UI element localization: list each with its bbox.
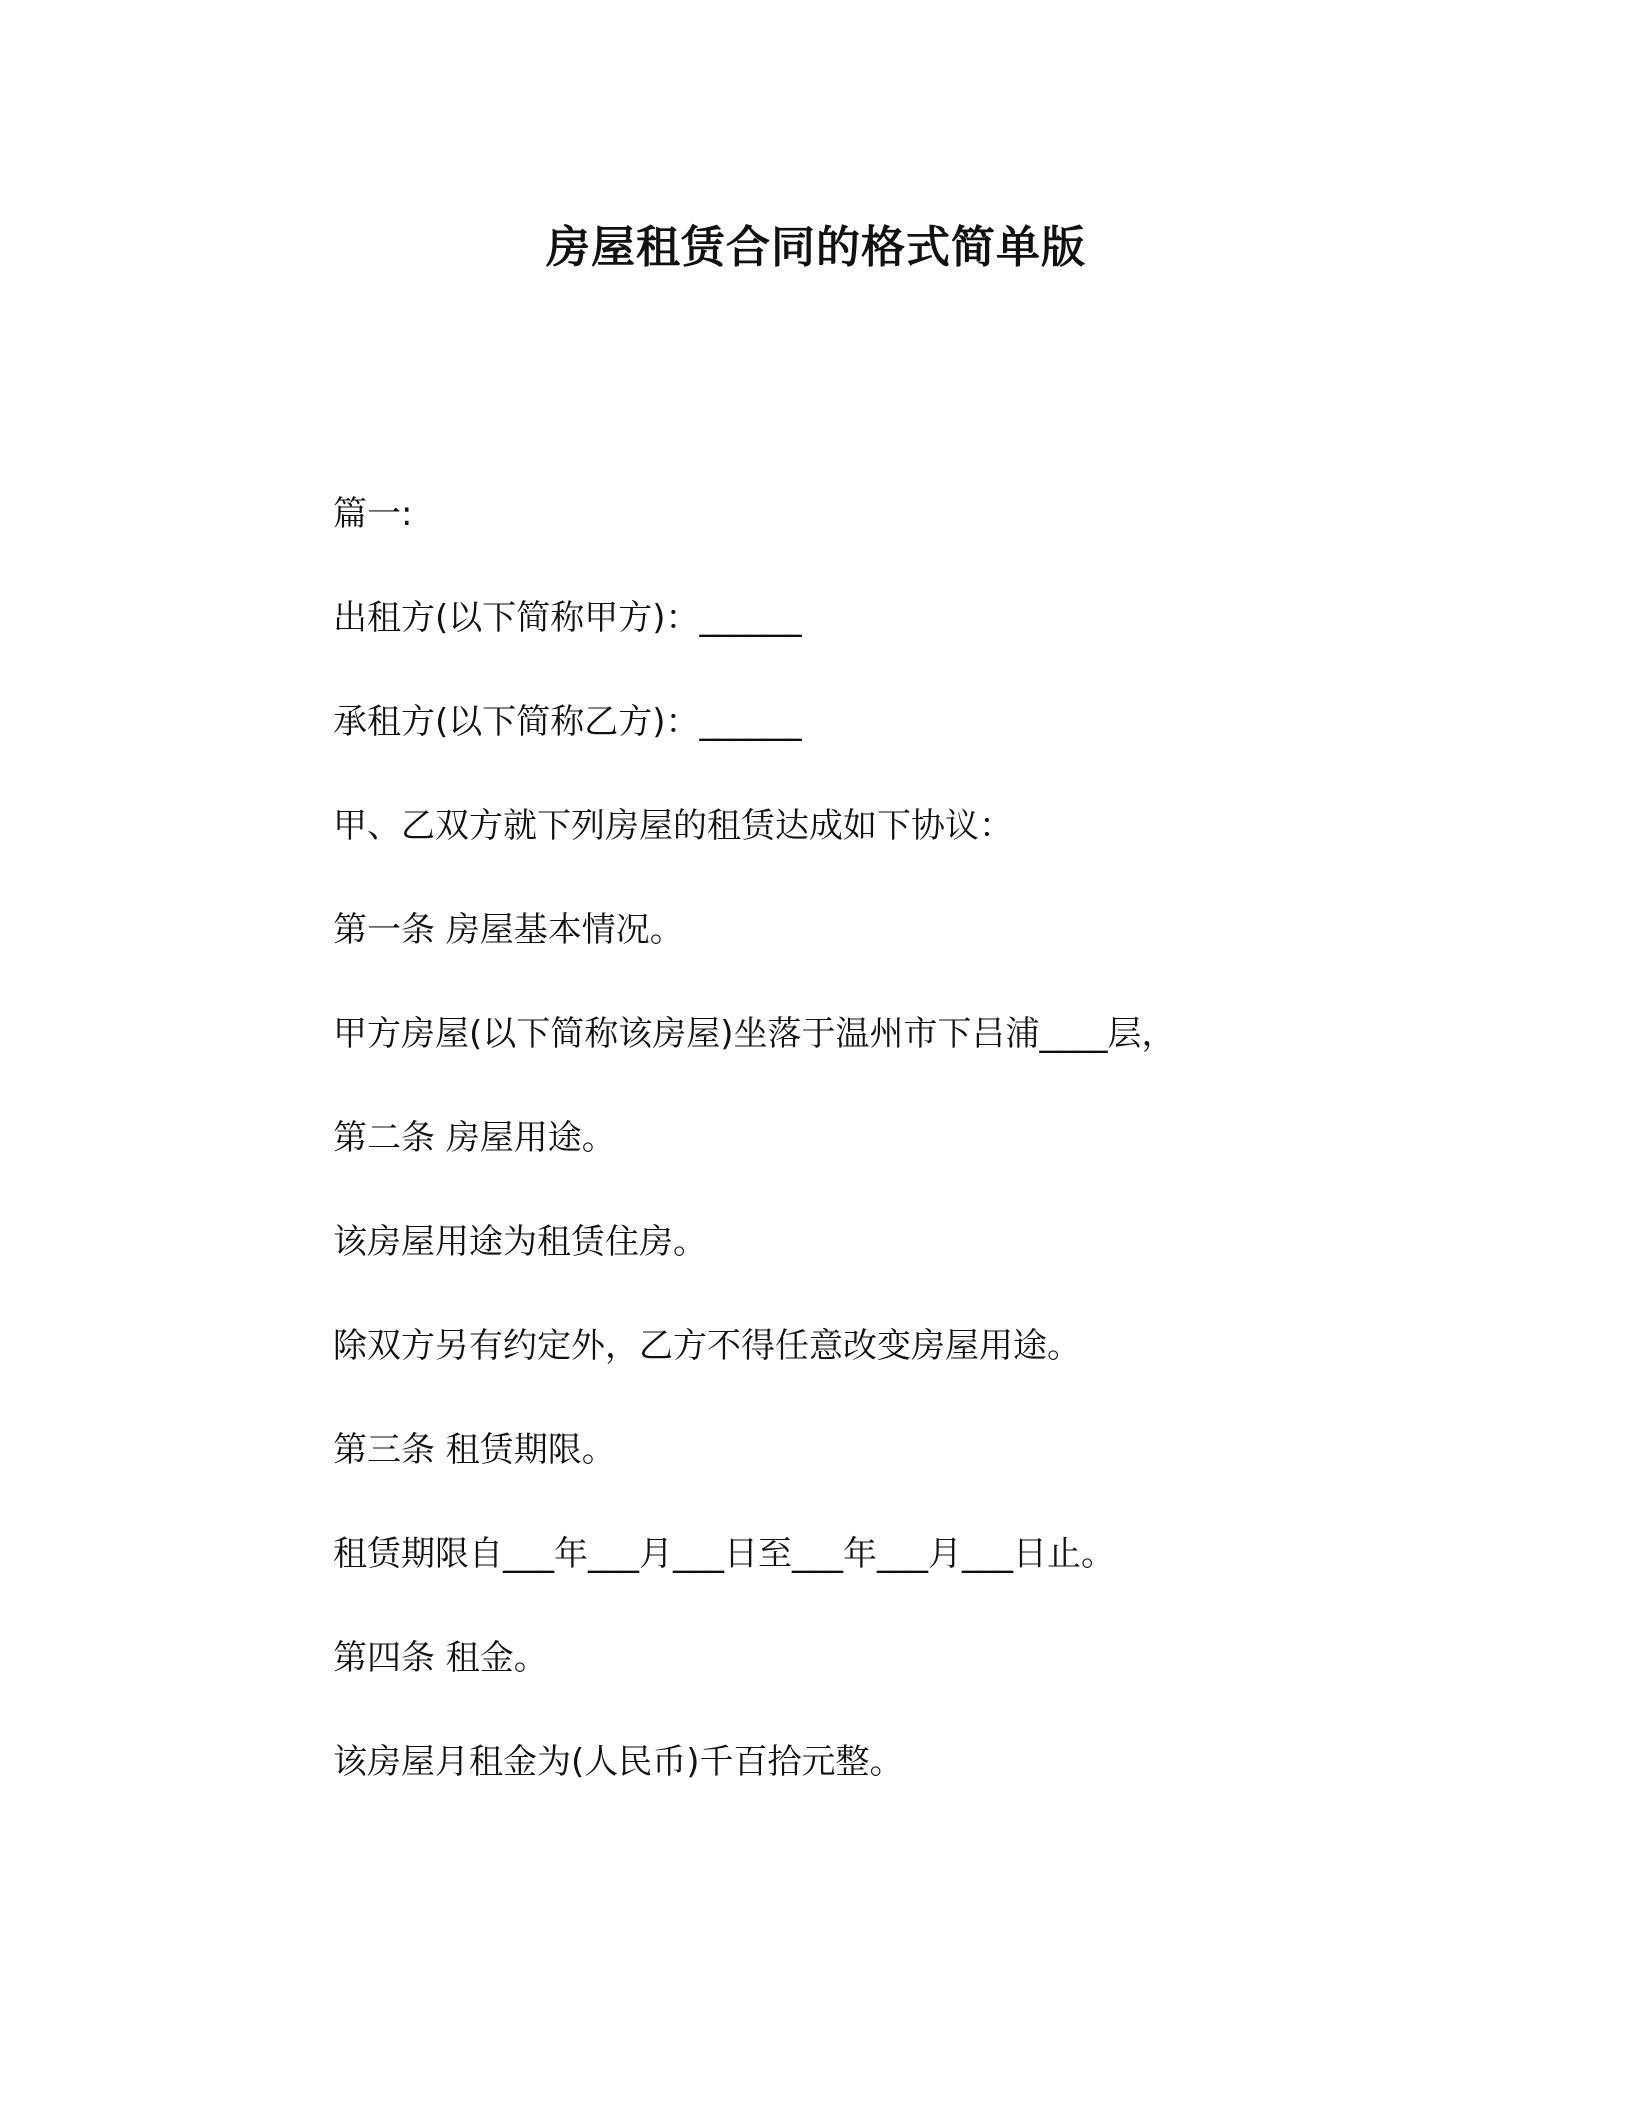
document-body bbox=[333, 490, 1333, 1842]
paragraph-article-2-heading: 第二条 房屋用途。 bbox=[333, 1118, 616, 1158]
paragraph-article-1-body: 甲方房屋(以下简称该房屋)坐落于温州市下吕浦____层， bbox=[333, 1014, 1176, 1054]
paragraph-article-3-body: 租赁期限自___年___月___日至___年___月___日止。 bbox=[333, 1534, 1115, 1574]
paragraph-lessor: 出租方(以下简称甲方)：______ bbox=[333, 598, 802, 638]
paragraph-article-4-body: 该房屋月租金为(人民币)千百拾元整。 bbox=[333, 1742, 904, 1782]
paragraph-lessee: 承租方(以下简称乙方)：______ bbox=[333, 702, 802, 742]
paragraph-agreement-intro: 甲、乙双方就下列房屋的租赁达成如下协议： bbox=[333, 806, 1013, 846]
paragraph-article-3-heading: 第三条 租赁期限。 bbox=[333, 1430, 616, 1470]
paragraph-article-1-heading: 第一条 房屋基本情况。 bbox=[333, 910, 684, 950]
paragraph-article-4-heading: 第四条 租金。 bbox=[333, 1638, 548, 1678]
paragraph-section-label: 篇一: bbox=[333, 494, 413, 534]
paragraph-article-2-body-1: 该房屋用途为租赁住房。 bbox=[333, 1222, 707, 1262]
paragraph-article-2-body-2: 除双方另有约定外，乙方不得任意改变房屋用途。 bbox=[333, 1326, 1081, 1366]
document-title: 房屋租赁合同的格式简单版 bbox=[546, 222, 1086, 273]
